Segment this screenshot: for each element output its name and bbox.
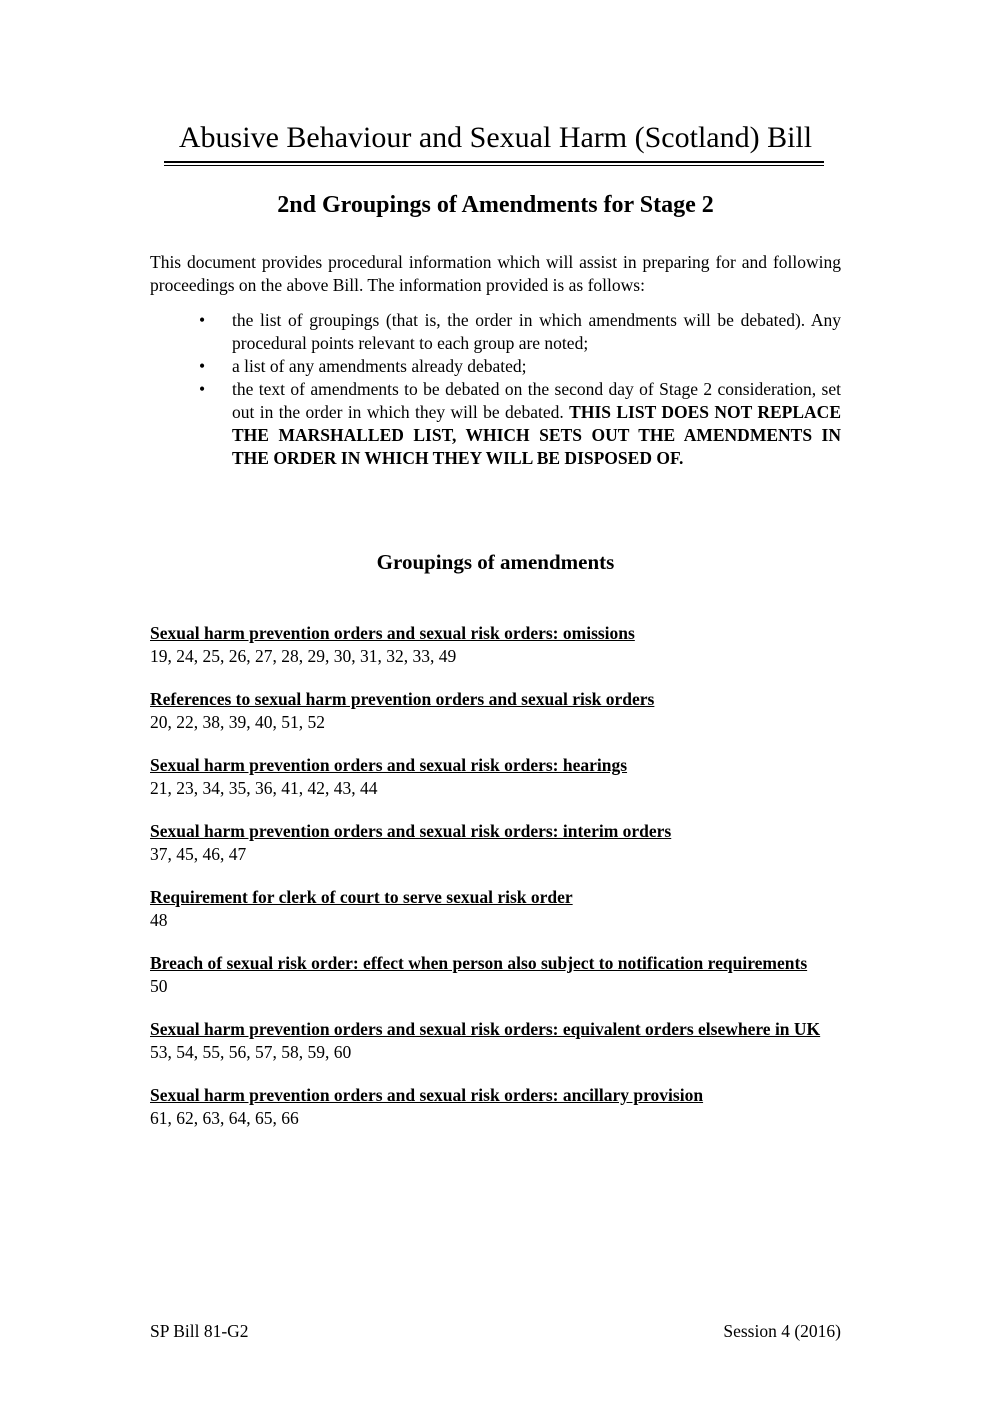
group-amendments: 48 [150, 910, 168, 930]
group-title: Sexual harm prevention orders and sexual risk orders: interim orders [150, 821, 672, 841]
group [150, 1084, 841, 1130]
list-item [150, 378, 841, 470]
bullet-icon: • [199, 356, 206, 376]
footer-bill-number: SP Bill 81-G2 [150, 1321, 249, 1341]
group-amendments: 19, 24, 25, 26, 27, 28, 29, 30, 31, 32, 33, 49 [150, 646, 457, 666]
group [150, 1018, 841, 1064]
list-item [150, 355, 841, 378]
list-item-text: the text of amendments to be debated on the second day of Stage 2 consideration, set out in the order in which they will be debated. [232, 379, 841, 422]
bullet-icon: • [199, 310, 206, 330]
group [150, 886, 841, 932]
list-item-text: a list of any amendments already debated; [232, 356, 527, 376]
footer-session: Session 4 (2016) [723, 1321, 841, 1341]
group-title: References to sexual harm prevention orders and sexual risk orders [150, 689, 655, 709]
group-amendments: 61, 62, 63, 64, 65, 66 [150, 1108, 299, 1128]
list-item-text: the list of groupings (that is, the order in which amendments will be debated). Any procedural points relevant to each group are noted; [232, 310, 841, 353]
group-title: Sexual harm prevention orders and sexual risk orders: hearings [150, 755, 628, 775]
groupings-list [150, 622, 841, 1150]
list-item [150, 309, 841, 355]
group-amendments: 53, 54, 55, 56, 57, 58, 59, 60 [150, 1042, 352, 1062]
title-rule [164, 165, 824, 166]
groups-heading: Groupings of amendments [376, 550, 615, 574]
title-rule [164, 161, 824, 163]
group [150, 754, 841, 800]
group [150, 688, 841, 734]
group-amendments: 21, 23, 34, 35, 36, 41, 42, 43, 44 [150, 778, 378, 798]
group [150, 820, 841, 866]
bill-title: Abusive Behaviour and Sexual Harm (Scotland) Bill [178, 121, 813, 154]
group-amendments: 50 [150, 976, 168, 996]
group-title: Requirement for clerk of court to serve sexual risk order [150, 887, 573, 907]
group-amendments: 37, 45, 46, 47 [150, 844, 247, 864]
bullet-icon: • [199, 379, 206, 399]
group-amendments: 20, 22, 38, 39, 40, 51, 52 [150, 712, 325, 732]
group-title: Sexual harm prevention orders and sexual risk orders: ancillary provision [150, 1085, 704, 1105]
group-title: Sexual harm prevention orders and sexual risk orders: omissions [150, 623, 635, 643]
group [150, 952, 841, 998]
intro-paragraph: This document provides procedural information which will assist in preparing for and following proceedings on the above Bill. The information provided is as follows: [150, 252, 841, 295]
info-list [150, 309, 841, 470]
group-title: Sexual harm prevention orders and sexual risk orders: equivalent orders elsewhere in UK [150, 1019, 821, 1039]
group [150, 622, 841, 668]
list-item-emphasis: THIS LIST DOES NOT REPLACE THE MARSHALLED LIST, WHICH SETS OUT THE AMENDMENTS IN THE ORDER IN WHICH THEY WILL BE DISPOSED OF. [232, 402, 841, 468]
document-title: 2nd Groupings of Amendments for Stage 2 [277, 192, 714, 218]
group-title: Breach of sexual risk order: effect when person also subject to notification requirements [150, 953, 808, 973]
